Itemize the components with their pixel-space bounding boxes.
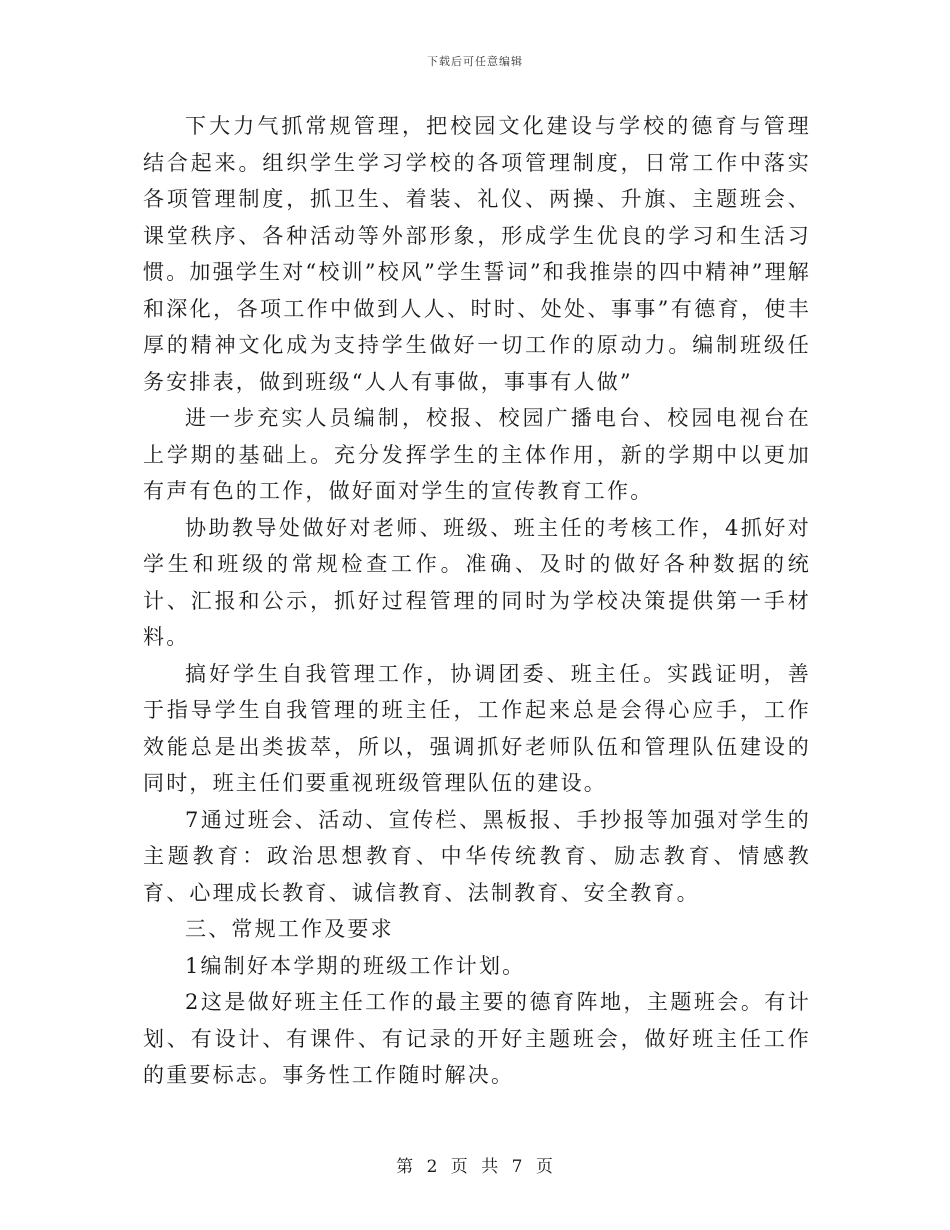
section-heading: 三、常规工作及要求 [185, 917, 394, 941]
paragraph-assessment: 协助教导处做好对老师、班级、班主任的考核工作，4抓好对学生和班级的常规检查工作。准确、及时的做好各种数据的统计、汇报和公示，抓好过程管理的同时为学校决策提供第一手材料。 [143, 515, 811, 649]
paragraph-self-management: 搞好学生自我管理工作，协调团委、班主任。实践证明，善于指导学生自我管理的班主任，工作起来总是会得心应手，工作效能总是出类拔萃，所以，强调抓好老师队伍和管理队伍建设的同时，班主任们要重视班级管理队伍的建设。 [143, 661, 811, 795]
paragraph-item-2: 2这是做好班主任工作的最主要的德育阵地，主题班会。有计划、有设计、有课件、有记录的开好主题班会，做好班主任工作的重要标志。事务性工作随时解决。 [143, 990, 811, 1087]
page-number: 第 2 页 共 7 页 [396, 1157, 554, 1177]
paragraph-staffing: 进一步充实人员编制，校报、校园广播电台、校园电视台在上学期的基础上。充分发挥学生的主体作用，新的学期中以更加有声有色的工作，做好面对学生的宣传教育工作。 [143, 406, 811, 503]
paragraph-routine-management: 下大力气抓常规管理，把校园文化建设与学校的德育与管理结合起来。组织学生学习学校的各项管理制度，日常工作中落实各项管理制度，抓卫生、着装、礼仪、两操、升旗、主题班会、课堂秩序、各种活动等外部形象，形成学生优良的学习和生活习惯。加强学生对“校训”校风”学生誓词”和我推崇的四中精神”理解和深化，各项工作中做到人人、时时、处处、事事”有德育，使丰厚的精神文化成为支持学生做好一切工作的原动力。编制班级任务安排表，做到班级“人人有事做，事事有人做” [143, 114, 811, 394]
paragraph-item-1: 1编制好本学期的班级工作计划。 [185, 953, 526, 978]
header-note: 下载后可任意编辑 [427, 55, 523, 68]
document-body [143, 108, 811, 1094]
paragraph-theme-education: 7通过班会、活动、宣传栏、黑板报、手抄报等加强对学生的主题教育：政治思想教育、中华传统教育、励志教育、情感教育、心理成长教育、诚信教育、法制教育、安全教育。 [143, 807, 811, 905]
